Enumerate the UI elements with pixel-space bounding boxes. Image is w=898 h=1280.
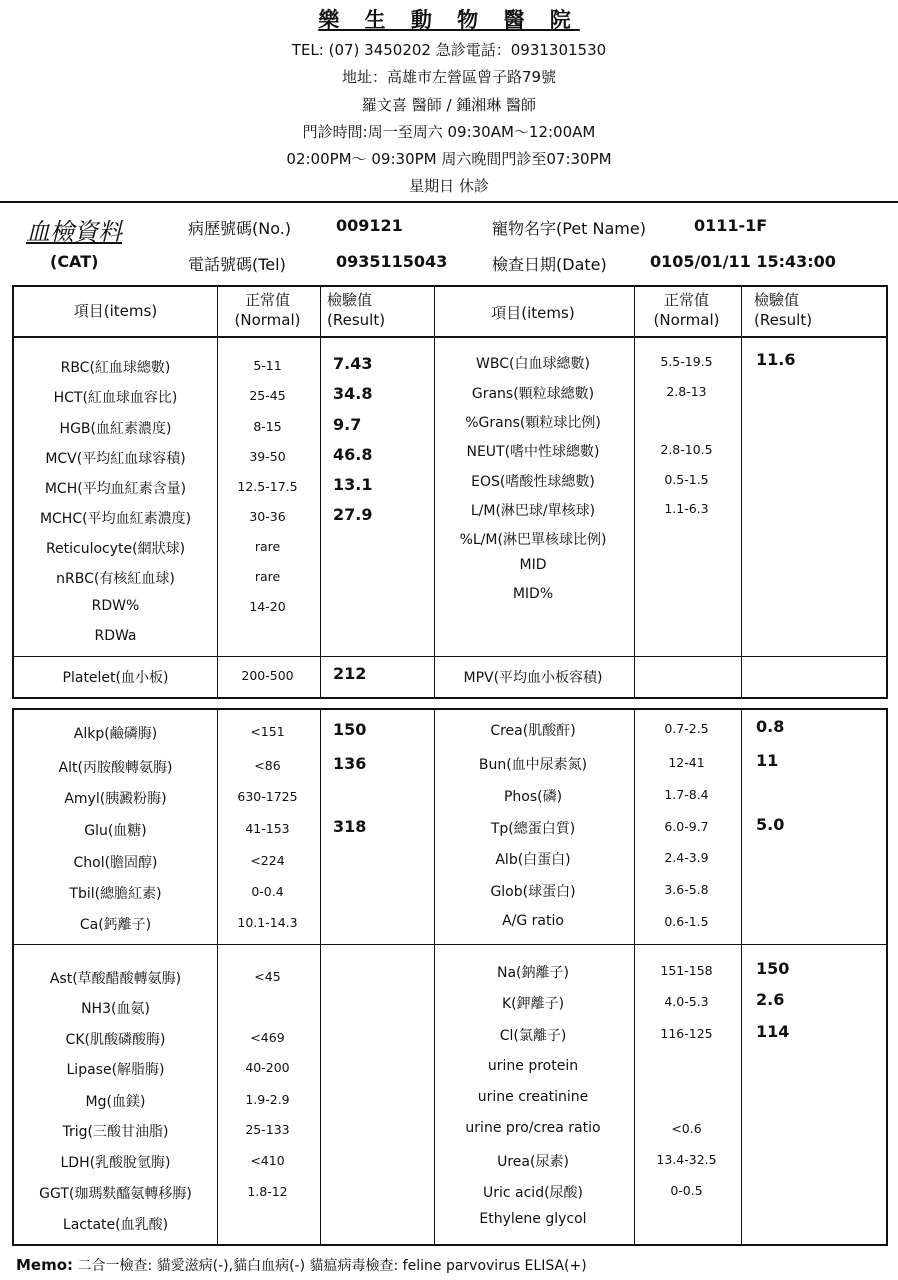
row-name: Urea(尿素) [497,1154,569,1170]
row-normal: <86 [254,758,281,773]
row-normal: 13.4-32.5 [656,1152,717,1167]
row-result: 5.0 [756,815,785,834]
row-normal: 6.0-9.7 [664,819,709,834]
clinic-hours-1: 門診時間:周一至周六 09:30AM～12:00AM [302,123,596,141]
row-result: 46.8 [333,445,373,464]
row-name: Alb(白蛋白) [495,852,571,868]
row-normal: 2.8-13 [666,384,707,399]
header-normal-sub: (Normal) [653,311,720,329]
row-result: 13.1 [333,475,373,494]
row-name: NH3(血氨) [81,1001,150,1017]
row-name: L/M(淋巴球/單核球) [470,503,596,519]
row-result: 114 [756,1022,790,1041]
row-name: Mg(血鎂) [85,1094,146,1110]
date-value: 0105/01/11 15:43:00 [650,252,836,271]
date-label: 檢查日期(Date) [492,255,607,274]
row-name: RDW% [91,598,140,614]
clinic-hours-2: 02:00PM～ 09:30PM 周六晚間門診至07:30PM [286,150,612,168]
memo-text: 二合一檢查: 貓愛滋病(-),貓白血病(-) 貓瘟病毒檢查: feline parvovirus ELISA(+) [77,1258,587,1274]
row-name: MCHC(平均血紅素濃度) [39,511,192,527]
header-normal-left [216,290,319,330]
header-normal-label: 正常值 [244,291,290,309]
row-name: MID% [512,586,554,602]
row-result: 7.43 [333,354,373,373]
row-result: 9.7 [333,415,362,434]
row-name: Uric acid(尿酸) [482,1185,584,1201]
header-normal-label: 正常值 [663,291,709,309]
row-name: Alt(丙胺酸轉氨脢) [58,760,173,776]
row-result: 11 [756,751,779,770]
row-name: Tbil(總膽紅素) [69,886,162,902]
row-normal: 8-15 [253,419,282,434]
row-name: Na(鈉離子) [497,965,569,981]
row-normal: 12-41 [668,755,705,770]
row-name: Platelet(血小板) [62,670,169,686]
row-name: MCV(平均紅血球容積) [45,451,186,467]
row-name: urine pro/crea ratio [465,1120,601,1136]
row-normal: 200-500 [241,668,294,683]
row-name: RDWa [94,628,137,644]
row-name: MPV(平均血小板容積) [463,670,603,686]
row-normal: <410 [250,1153,285,1168]
clinic-doctors: 羅文喜 醫師 / 鍾湘琳 醫師 [361,96,537,114]
row-result: 0.8 [756,717,785,736]
row-normal: 12.5-17.5 [237,479,298,494]
header-result-right [740,290,886,330]
row-name: Alkp(鹼磷脢) [73,726,158,742]
header-items-right: 項目(items) [491,304,575,322]
row-name: NEUT(嗜中性球總數) [466,444,600,460]
row-normal: 1.9-2.9 [245,1092,290,1107]
header-result-label: 檢驗值 [754,291,800,309]
row-normal: 0.7-2.5 [664,721,709,736]
row-normal: 1.8-12 [247,1184,288,1199]
row-name: MID [519,557,547,573]
row-result: 27.9 [333,505,373,524]
header-normal-right [633,290,740,330]
row-normal: 1.7-8.4 [664,787,709,802]
header-result-left [319,290,433,330]
row-name: Glu(血糖) [84,823,147,839]
row-normal: 0.5-1.5 [664,472,709,487]
row-normal: 151-158 [660,963,713,978]
row-normal: 5-11 [253,358,282,373]
pet-name-label: 寵物名字(Pet Name) [492,219,646,238]
row-name: Chol(膽固醇) [73,855,158,871]
row-name: HGB(血紅素濃度) [59,421,172,437]
row-normal: rare [254,569,281,584]
record-heading: 血檢資料 [26,218,122,246]
clinic-tel: TEL: (07) 3450202 急診電話：0931301530 [291,41,607,59]
row-normal: 2.4-3.9 [664,850,709,865]
row-name: urine creatinine [477,1089,589,1105]
row-normal: 630-1725 [237,789,298,804]
row-result: 34.8 [333,384,373,403]
header-result-sub: (Result) [327,311,386,329]
species: (CAT) [50,252,99,271]
row-normal: 40-200 [245,1060,290,1075]
row-normal: 25-133 [245,1122,290,1137]
row-name: HCT(紅血球血容比) [53,390,178,406]
row-normal: 3.6-5.8 [664,882,709,897]
row-normal: <224 [250,853,285,868]
row-name: Lactate(血乳酸) [62,1217,169,1233]
row-normal: 4.0-5.3 [664,994,709,1009]
row-name: Reticulocyte(網狀球) [45,541,186,557]
row-name: K(鉀離子) [501,996,565,1012]
row-name: Trig(三酸甘油脂) [62,1124,169,1140]
row-result: 2.6 [756,990,785,1009]
row-name: GGT(珈瑪麩醯氨轉移脢) [39,1186,192,1202]
header-normal-sub: (Normal) [234,311,301,329]
row-result: 150 [756,959,790,978]
row-name: %Grans(顆粒球比例) [465,415,601,431]
row-normal: <0.6 [671,1121,702,1136]
row-name: Lipase(解脂脢) [66,1062,165,1078]
memo-label: Memo: [16,1256,74,1274]
row-normal: 5.5-19.5 [660,354,713,369]
row-name: %L/M(淋巴單核球比例) [459,532,607,548]
row-normal: rare [254,539,281,554]
row-normal: 10.1-14.3 [237,915,298,930]
row-result: 150 [333,720,367,739]
row-name: Bun(血中尿素氮) [478,757,588,773]
row-name: MCH(平均血紅素含量) [44,481,187,497]
row-name: Phos(磷) [503,789,563,805]
row-name: Grans(顆粒球總數) [471,386,595,402]
row-normal: 1.1-6.3 [664,501,709,516]
row-name: Ethylene glycol [479,1211,587,1227]
row-normal: 25-45 [249,388,286,403]
memo [16,1255,587,1275]
record-no-label: 病歷號碼(No.) [188,219,292,238]
row-normal: 39-50 [249,449,286,464]
row-normal: 0-0.4 [251,884,284,899]
row-normal: 30-36 [249,509,286,524]
row-normal: 41-153 [245,821,290,836]
row-result: 318 [333,817,367,836]
row-normal: <151 [250,724,285,739]
row-name: RBC(紅血球總數) [60,360,171,376]
header-result-label: 檢驗值 [327,291,373,309]
row-name: urine protein [487,1058,579,1074]
row-name: EOS(嗜酸性球總數) [471,474,595,490]
row-name: Ast(草酸醋酸轉氨脢) [49,971,182,987]
row-normal: <45 [254,969,281,984]
row-normal: <469 [250,1030,285,1045]
clinic-address: 地址：高雄市左營區曾子路79號 [341,68,557,86]
pet-name-value: 0111-1F [694,216,768,235]
row-name: Amyl(胰澱粉脢) [64,791,167,807]
row-name: Crea(肌酸酐) [490,723,576,739]
row-name: Ca(鈣離子) [79,917,152,933]
row-normal: 0.6-1.5 [664,914,709,929]
row-normal: 14-20 [249,599,286,614]
clinic-closed: 星期日 休診 [409,177,489,195]
owner-tel-value: 0935115043 [336,252,448,271]
row-normal: 116-125 [660,1026,713,1041]
row-name: Cl(氯離子) [499,1028,567,1044]
header-divider [0,201,898,203]
row-name: A/G ratio [502,913,564,929]
row-result: 11.6 [756,350,796,369]
header-result-sub: (Result) [754,311,813,329]
row-name: nRBC(有核紅血球) [56,571,175,587]
row-name: LDH(乳酸脫氫脢) [60,1155,171,1171]
row-result: 212 [333,664,367,683]
row-name: Tp(總蛋白質) [490,821,576,837]
record-no-value: 009121 [336,216,403,235]
clinic-name: 樂 生 動 物 醫 院 [318,8,580,32]
row-normal: 0-0.5 [670,1183,703,1198]
row-name: Glob(球蛋白) [490,884,576,900]
row-name: CK(肌酸磷酸脢) [65,1032,166,1048]
header-items-left: 項目(items) [73,302,158,320]
row-name: WBC(白血球總數) [476,356,590,372]
row-result: 136 [333,754,367,773]
owner-tel-label: 電話號碼(Tel) [188,255,286,274]
row-normal: 2.8-10.5 [660,442,713,457]
